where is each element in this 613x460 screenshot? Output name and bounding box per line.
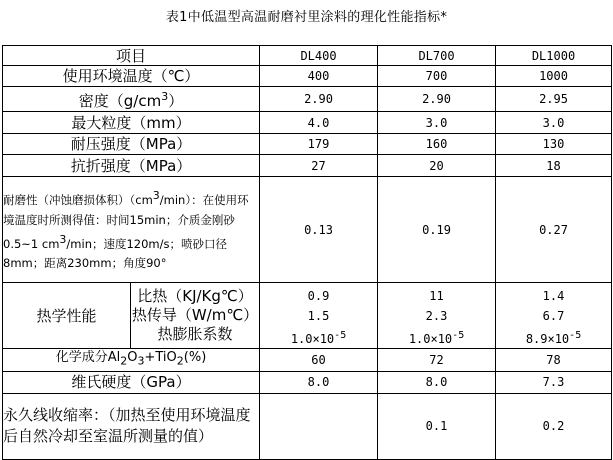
header-item: 项目 (3, 46, 260, 66)
table-row (3, 134, 612, 155)
table-row (3, 393, 612, 459)
cell-value: 179 (260, 134, 378, 155)
table-row (3, 177, 612, 283)
header-dl1000: DL1000 (496, 46, 612, 66)
cell-value: 0.13 (260, 177, 378, 283)
table-row (3, 112, 612, 134)
cell-value: 0.1 (378, 393, 496, 459)
cell-value: 6.7 (542, 308, 565, 323)
label-specific-heat: 比热（KJ/Kg℃） (137, 287, 253, 305)
cell-value (260, 393, 378, 459)
cell-value: 2.95 (496, 87, 612, 112)
row-label-flex: 抗折强度（MPa） (3, 155, 260, 177)
header-dl700: DL700 (378, 46, 496, 66)
row-label-chem: 化学成分$Al_2O_3+TiO_2(\%)$ (3, 349, 260, 372)
cell-value: 4.0 (260, 112, 378, 134)
cell-value: 8.0 (378, 371, 496, 393)
cell-value: 1.5 (307, 308, 330, 323)
cell-value: 2.90 (378, 87, 496, 112)
table-row (3, 87, 612, 112)
table-row (3, 349, 612, 372)
label-conductivity: 热传导（W/m℃） (131, 306, 259, 324)
table-row (3, 66, 612, 87)
row-label-wear: 耐磨性（冲蚀磨损体积）$(cm^3/\min)$：在使用环境温度时所测得值：时间15min；介质金刚砂0.5~1 $cm^3/\min$；速度120m/s；喷砂口径8mm；距离230mm；角度90° (3, 177, 260, 283)
cell-value: 72 (378, 349, 496, 372)
row-label-density: 密度$(g/cm^3)$ (3, 87, 260, 112)
label-expansion: 热膨胀系数 (157, 325, 233, 343)
cell-value: 20 (378, 155, 496, 177)
cell-value: 18 (496, 155, 612, 177)
table-row (3, 371, 612, 393)
row-label-temp: 使用环境温度（℃） (3, 66, 260, 87)
thermal-values-dl1000 (496, 283, 612, 349)
cell-value: 27 (260, 155, 378, 177)
cell-value: 0.2 (496, 393, 612, 459)
table-title: 表1中低温型高温耐磨衬里涂料的理化性能指标* (165, 10, 448, 25)
cell-value: 78 (496, 349, 612, 372)
row-label-shrink: 永久线收缩率：（加热至使用环境温度后自然冷却至室温所测量的值） (3, 393, 260, 459)
cell-value: 60 (260, 349, 378, 372)
cell-value: 2.3 (425, 308, 448, 323)
row-label-compress: 耐压强度（MPa） (3, 134, 260, 155)
cell-value: $1.0\times 10^{-5}$ (290, 329, 347, 346)
header-row (3, 46, 612, 66)
cell-value: $1.0\times 10^{-5}$ (408, 329, 465, 346)
row-label-hardness: 维氏硬度（GPa） (3, 371, 260, 393)
cell-value: 2.90 (260, 87, 378, 112)
row-label-thermal: 热学性能 (3, 283, 131, 349)
cell-value: 8.0 (260, 371, 378, 393)
cell-value: 700 (378, 66, 496, 87)
cell-value: 400 (260, 66, 378, 87)
cell-value: 3.0 (378, 112, 496, 134)
cell-value: 0.27 (496, 177, 612, 283)
cell-value: 130 (496, 134, 612, 155)
cell-value: 7.3 (496, 371, 612, 393)
cell-value: 1.4 (542, 288, 565, 303)
cell-value: 3.0 (496, 112, 612, 134)
cell-value: 1000 (496, 66, 612, 87)
cell-value: 160 (378, 134, 496, 155)
properties-table (2, 45, 612, 460)
table-row (3, 283, 612, 349)
thermal-values-dl700 (378, 283, 496, 349)
cell-value: 11 (429, 288, 444, 303)
cell-value: 0.9 (307, 288, 330, 303)
header-dl400: DL400 (260, 46, 378, 66)
table-row (3, 155, 612, 177)
thermal-sub-labels (131, 283, 260, 349)
row-label-grain: 最大粒度（mm） (3, 112, 260, 134)
thermal-values-dl400 (260, 283, 378, 349)
cell-value: $8.9\times 10^{-5}$ (525, 329, 582, 346)
cell-value: 0.19 (378, 177, 496, 283)
